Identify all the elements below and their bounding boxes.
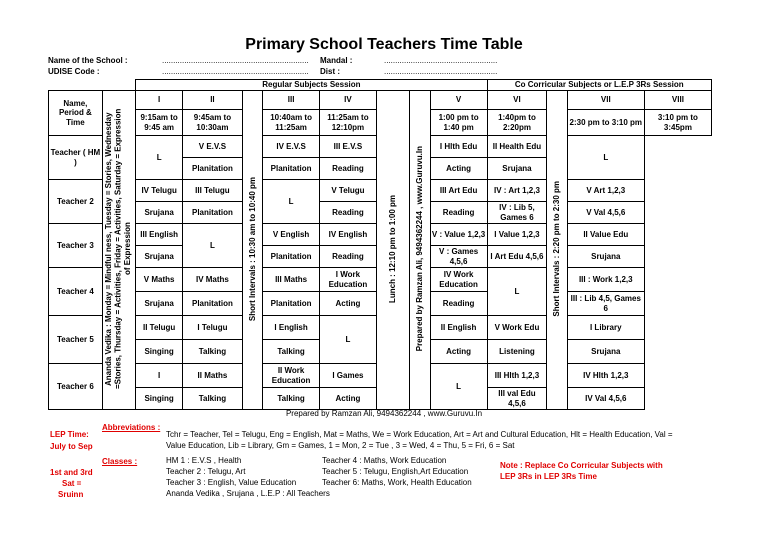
timetable-cell: Singing <box>136 388 183 410</box>
timetable-cell: Srujana <box>136 292 183 316</box>
timetable-cell: II Work Education <box>263 364 320 388</box>
class-assignment: Teacher 5 : Telugu, English,Art Education <box>322 467 469 476</box>
timetable-cell: L <box>320 316 377 364</box>
timetable-cell: IV E.V.S <box>263 136 320 158</box>
class-assignment: HM 1 : E.V.S , Health <box>166 456 242 465</box>
class-assignment: Ananda Vedika , Srujana , L.E.P : All Teachers <box>166 489 330 498</box>
timetable-cell: Reading <box>320 246 377 268</box>
timetable-cell: Reading <box>430 202 487 224</box>
timetable-cell: III E.V.S <box>320 136 377 158</box>
short-interval-text: Short Intervals : 2:20 pm to 2:30 pm <box>552 181 562 317</box>
saturday-label: Sruinn <box>58 490 84 499</box>
timetable-cell: Planitation <box>182 158 242 180</box>
timetable-cell: Acting <box>320 292 377 316</box>
abbreviations-line: Value Education, Lib = Library, Gm = Games, 1 = Mon, 2 = Tue , 3 = Wed, 4 = Thu, 5 = Fri, 6 = Sat <box>166 441 515 450</box>
abbreviations-label: Abbreviations : <box>102 423 161 432</box>
period-header: VIII <box>644 91 711 110</box>
timetable-cell: I Library <box>567 316 644 340</box>
timetable-cell: V Maths <box>136 268 183 292</box>
timetable-cell: III : Lib 4,5, Games 6 <box>567 292 644 316</box>
period-header: IV <box>320 91 377 110</box>
timetable-cell: II Health Edu <box>487 136 547 158</box>
timetable-cell: Talking <box>182 388 242 410</box>
period-header: I <box>136 91 183 110</box>
regular-session-header: Regular Subjects Session <box>136 80 487 91</box>
timetable-cell: L <box>567 136 644 180</box>
timetable-cell: V Art 1,2,3 <box>567 180 644 202</box>
page-title: Primary School Teachers Time Table <box>245 36 523 53</box>
class-assignment: Teacher 4 : Maths, Work Education <box>322 456 447 465</box>
ananda-vedika-column <box>102 91 136 410</box>
timetable-cell: Srujana <box>136 202 183 224</box>
timetable-cell: I <box>136 364 183 388</box>
timetable-cell: IV Telugu <box>136 180 183 202</box>
timetable-cell: I Telugu <box>182 316 242 340</box>
school-name-field: .................................................................. <box>162 56 309 65</box>
timetable-cell: Planitation <box>263 246 320 268</box>
timetable-cell: Acting <box>430 158 487 180</box>
saturday-label: 1st and 3rd <box>50 468 93 477</box>
timetable-cell: II English <box>430 316 487 340</box>
classes-label: Classes : <box>102 457 138 466</box>
timetable-cell: III : Work 1,2,3 <box>567 268 644 292</box>
period-header: VII <box>567 91 644 110</box>
period-header: II <box>182 91 242 110</box>
period-time: 1:00 pm to 1:40 pm <box>430 110 487 136</box>
timetable-cell: V : Value 1,2,3 <box>430 224 487 246</box>
timetable-cell: II Value Edu <box>567 224 644 246</box>
corner-header: Name, Period & Time <box>49 91 103 136</box>
timetable-cell: III val Edu 4,5,6 <box>487 388 547 410</box>
saturday-label: Sat = <box>62 479 82 488</box>
timetable <box>48 79 712 410</box>
timetable-cell: I Value 1,2,3 <box>487 224 547 246</box>
timetable-cell: IV : Lib 5, Games 6 <box>487 202 547 224</box>
class-assignment: Teacher 3 : English, Value Education <box>166 478 297 487</box>
short-interval-column <box>242 91 262 410</box>
school-name-label: Name of the School : <box>48 56 128 65</box>
mandal-field: ................................................... <box>384 56 498 65</box>
teacher-name: Teacher 4 <box>49 268 103 316</box>
lunch-text: Lunch : 12:10 pm to 1:00 pm <box>388 194 398 303</box>
timetable-cell: V Work Edu <box>487 316 547 340</box>
credit-line: Prepared by Ramzan Ali, 9494362244 , www.Guruvu.In <box>285 409 483 418</box>
period-time: 3:10 pm to 3:45pm <box>644 110 711 136</box>
period-header: III <box>263 91 320 110</box>
timetable-cell: I English <box>263 316 320 340</box>
lunch-column <box>376 91 410 410</box>
timetable-cell: I Hlth Edu <box>430 136 487 158</box>
timetable-cell: Planitation <box>263 158 320 180</box>
cocurricular-session-header: Co Corricular Subjects or L.E.P 3Rs Session <box>487 80 711 91</box>
timetable-cell: Acting <box>320 388 377 410</box>
timetable-cell: II Maths <box>182 364 242 388</box>
teacher-name: Teacher 3 <box>49 224 103 268</box>
timetable-cell: V E.V.S <box>182 136 242 158</box>
period-header: VI <box>487 91 547 110</box>
period-time: 11:25am to 12:10pm <box>320 110 377 136</box>
timetable-cell: Planitation <box>182 292 242 316</box>
class-assignment: Teacher 6: Maths, Work, Health Education <box>322 478 472 487</box>
timetable-cell: L <box>487 268 547 316</box>
timetable-cell: IV Maths <box>182 268 242 292</box>
timetable-cell: IV English <box>320 224 377 246</box>
dist-label: Dist : <box>320 67 340 76</box>
timetable-cell: Planitation <box>263 292 320 316</box>
teacher-name: Teacher ( HM ) <box>49 136 103 180</box>
timetable-cell: L <box>263 180 320 224</box>
period-time: 10:40am to 11:25am <box>263 110 320 136</box>
udise-label: UDISE Code : <box>48 67 100 76</box>
timetable-cell: Srujana <box>567 246 644 268</box>
timetable-cell: L <box>182 224 242 268</box>
timetable-cell: III Telugu <box>182 180 242 202</box>
timetable-cell: Listening <box>487 340 547 364</box>
timetable-cell: I Work Education <box>320 268 377 292</box>
udise-field: .................................................................. <box>162 67 309 76</box>
short-interval-text: Short Intervals : 10:30 am to 10:40 pm <box>247 176 257 321</box>
period-header: V <box>430 91 487 110</box>
timetable-cell: II Telugu <box>136 316 183 340</box>
timetable-cell: Reading <box>430 292 487 316</box>
timetable-cell: I Art Edu 4,5,6 <box>487 246 547 268</box>
prepared-by-column <box>410 91 430 410</box>
timetable-cell: V : Games 4,5,6 <box>430 246 487 268</box>
timetable-cell: IV : Art 1,2,3 <box>487 180 547 202</box>
teacher-name: Teacher 6 <box>49 364 103 410</box>
timetable-cell: III Maths <box>263 268 320 292</box>
period-time: 9:45am to 10:30am <box>182 110 242 136</box>
timetable-cell: V Telugu <box>320 180 377 202</box>
dist-field: ................................................... <box>384 67 498 76</box>
lep-time-range: July to Sep <box>50 442 93 451</box>
period-time: 2:30 pm to 3:10 pm <box>567 110 644 136</box>
timetable-cell: V English <box>263 224 320 246</box>
ananda-vedika-text: Ananda Vedika : Monday = Mindful ness, Tuesday = Stories, Wednesday =Stories, Thursday = Activities, Friday = Activities, Saturday = Expression of Expression <box>104 108 133 390</box>
timetable-cell: III Hlth 1,2,3 <box>487 364 547 388</box>
timetable-cell: Srujana <box>567 340 644 364</box>
timetable-cell: Talking <box>182 340 242 364</box>
timetable-cell: Talking <box>263 388 320 410</box>
timetable-cell: Acting <box>430 340 487 364</box>
timetable-cell: Reading <box>320 202 377 224</box>
abbreviations-line: Tchr = Teacher, Tel = Telugu, Eng = English, Mat = Maths, We = Work Education, Art = Art and Cultural Education, Hlt = Health Education, Val = <box>166 430 673 439</box>
timetable-cell: IV Work Education <box>430 268 487 292</box>
timetable-cell: Srujana <box>487 158 547 180</box>
timetable-cell: IV Hlth 1,2,3 <box>567 364 644 388</box>
short-interval-column <box>547 91 567 410</box>
timetable-cell: IV Val 4,5,6 <box>567 388 644 410</box>
lep-time-label: LEP Time: <box>50 430 89 439</box>
teacher-name: Teacher 5 <box>49 316 103 364</box>
timetable-cell: III Art Edu <box>430 180 487 202</box>
note-text: Note : Replace Co Corricular Subjects with LEP 3Rs in LEP 3Rs Time <box>500 461 663 481</box>
period-time: 1:40pm to 2:20pm <box>487 110 547 136</box>
timetable-cell: III English <box>136 224 183 246</box>
timetable-cell: Reading <box>320 158 377 180</box>
timetable-cell: L <box>430 364 487 410</box>
timetable-cell: Talking <box>263 340 320 364</box>
timetable-cell: Singing <box>136 340 183 364</box>
timetable-cell: I Games <box>320 364 377 388</box>
prepared-by-text: Prepared by Ramzan Ali, 9494362244 , www.Guruvu.In <box>415 146 425 352</box>
timetable-cell: Planitation <box>182 202 242 224</box>
timetable-cell: L <box>136 136 183 180</box>
mandal-label: Mandal : <box>320 56 353 65</box>
teacher-name: Teacher 2 <box>49 180 103 224</box>
class-assignment: Teacher 2 : Telugu, Art <box>166 467 246 476</box>
period-time: 9:15am to 9:45 am <box>136 110 183 136</box>
timetable-cell: V Val 4,5,6 <box>567 202 644 224</box>
timetable-cell: Srujana <box>136 246 183 268</box>
